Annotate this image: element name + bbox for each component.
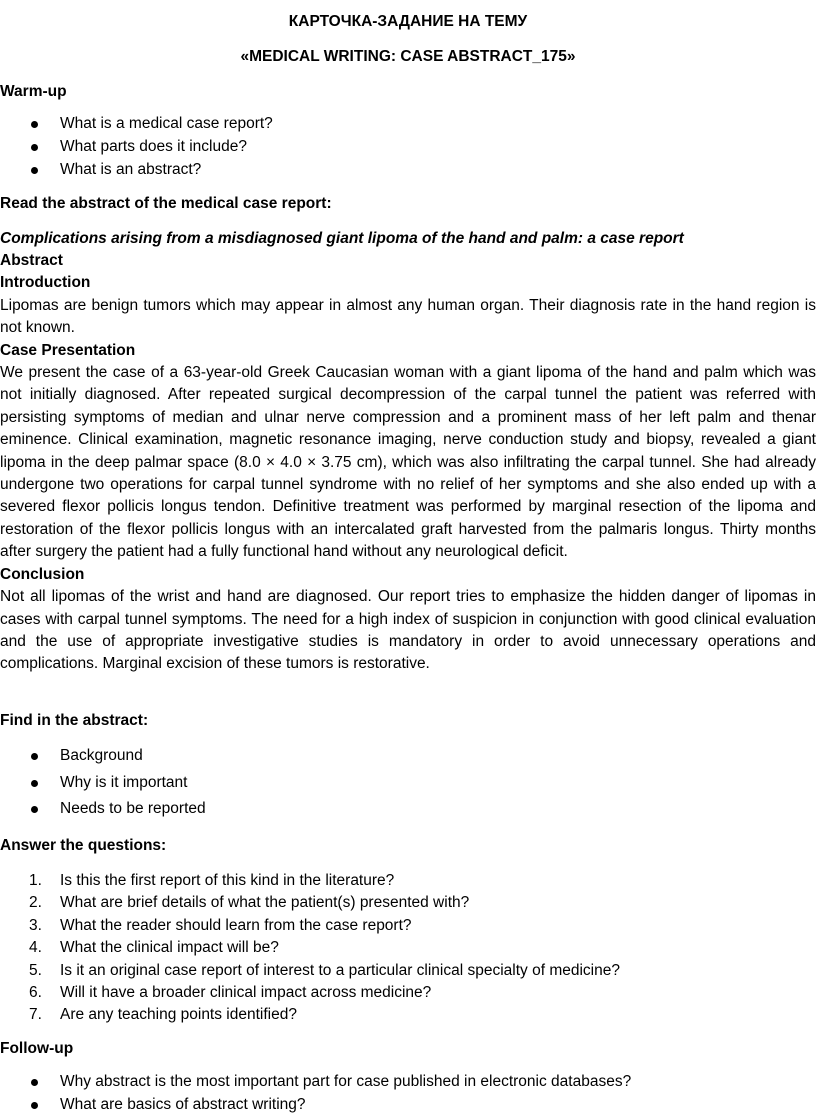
list-item: What is a medical case report? bbox=[0, 113, 273, 136]
followup-list bbox=[0, 1071, 631, 1117]
case-presentation-text: We present the case of a 63-year-old Greek Caucasian woman with a giant lipoma of the hand and palm which was not initially diagnosed. After repeated surgical decompression of the carpal tunnel the patient was referred with persisting symptoms of median and ulnar nerve compression and a prominent mass of her left palm and thenar eminence. Clinical examination, magnetic resonance imaging, nerve conduction study and biopsy, revealed a giant lipoma in the deep palmar space (8.0 × 4.0 × 3.75 cm), which was also infiltrating the carpal tunnel. She had already undergone two operations for carpal tunnel syndrome with no relief of her symptoms and she also ended up with a severed flexor pollicis longus tendon. Definitive treatment was performed by marginal resection of the lipoma and restoration of the flexor pollicis longus with an intercalated graft harvested from the palmaris longus. Thirty months after surgery the patient had a fully functional hand without any neurological deficit. bbox=[0, 364, 816, 561]
list-item: 2. What are brief details of what the patient(s) presented with? bbox=[29, 894, 470, 912]
followup-heading: Follow-up bbox=[0, 1040, 74, 1057]
list-item: 1. Is this the first report of this kind in the literature? bbox=[29, 872, 395, 889]
introduction-heading: Introduction bbox=[0, 274, 91, 292]
list-item: 7. Are any teaching points identified? bbox=[29, 1006, 297, 1024]
list-item: What parts does it include? bbox=[0, 136, 273, 159]
conclusion-heading: Conclusion bbox=[0, 565, 85, 583]
list-item: What is an abstract? bbox=[0, 159, 273, 182]
read-heading: Read the abstract of the medical case report: bbox=[0, 195, 332, 212]
page-subtitle: «MEDICAL WRITING: CASE ABSTRACT_175» bbox=[240, 48, 576, 65]
conclusion-text: Not all lipomas of the wrist and hand are diagnosed. Our report tries to emphasize the hidden danger of lipomas in cases with carpal tunnel symptoms. The need for a high index of suspicion in conjunction with good clinical evaluation and the use of appropriate investigative studies is mandatory in order to avoid unnecessary operations and complications. Marginal excision of these tumors is restorative. bbox=[0, 588, 816, 673]
abstract-block bbox=[0, 250, 816, 676]
abstract-label: Abstract bbox=[0, 252, 63, 269]
answer-heading: Answer the questions: bbox=[0, 837, 167, 854]
introduction-text: Lipomas are benign tumors which may appear in almost any human organ. Their diagnosis rate in the hand region is not known. bbox=[0, 296, 816, 337]
list-item: What are basics of abstract writing? bbox=[0, 1094, 631, 1117]
list-item: Background bbox=[0, 745, 206, 772]
article-title: Complications arising from a misdiagnosed giant lipoma of the hand and palm: a case report bbox=[0, 230, 684, 247]
list-item: Needs to be reported bbox=[0, 798, 206, 825]
list-item: Why abstract is the most important part for case published in electronic databases? bbox=[0, 1071, 631, 1094]
list-item: 5. Is it an original case report of interest to a particular clinical specialty of medicine? bbox=[29, 961, 620, 979]
find-list bbox=[0, 745, 206, 825]
list-item: 4. What the clinical impact will be? bbox=[29, 939, 279, 957]
warmup-heading: Warm-up bbox=[0, 83, 67, 100]
find-heading: Find in the abstract: bbox=[0, 712, 149, 729]
list-item: 6. Will it have a broader clinical impact across medicine? bbox=[29, 983, 432, 1001]
list-item: Why is it important bbox=[0, 772, 206, 799]
page-title: КАРТОЧКА-ЗАДАНИЕ НА ТЕМУ bbox=[288, 13, 528, 30]
answer-list bbox=[0, 870, 620, 1027]
list-item: 3. What the reader should learn from the case report? bbox=[29, 916, 412, 934]
case-presentation-heading: Case Presentation bbox=[0, 341, 136, 359]
warmup-list bbox=[0, 113, 273, 182]
